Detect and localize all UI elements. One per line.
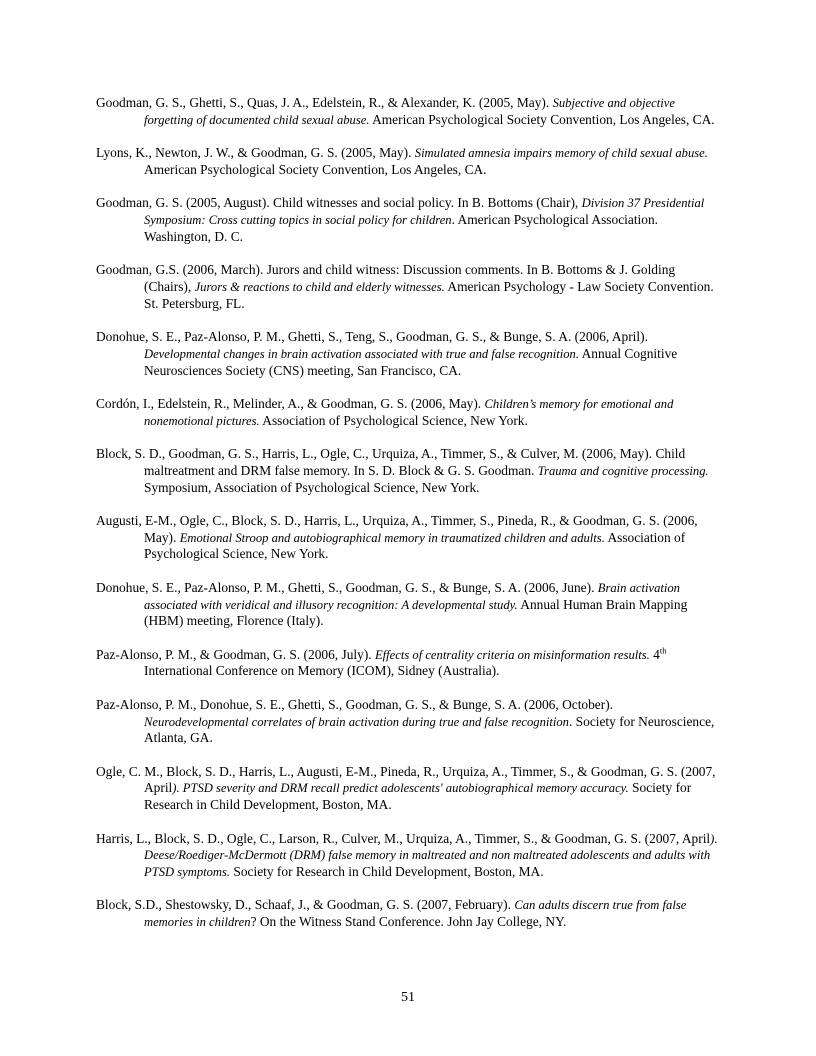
reference-entry xyxy=(96,580,720,630)
reference-venue: Association of Psychological Science, New York. xyxy=(259,412,528,428)
reference-text: Ogle, C. M., Block, S. D., Harris, L., Augusti, E-M., Pineda, R., Urquiza, A., Timmer, S., & Goodman, G. S. (2007, April xyxy=(96,763,716,796)
reference-venue: . Society for Neuroscience, Atlanta, GA. xyxy=(144,713,715,746)
reference-entry xyxy=(96,697,720,747)
reference-entry xyxy=(96,145,720,179)
reference-entry xyxy=(96,329,720,379)
reference-venue: Annual Human Brain Mapping (HBM) meeting, Florence (Italy). xyxy=(144,596,688,629)
reference-title: Brain activation associated with veridical and illusory recognition: A developmental study. xyxy=(144,580,680,612)
reference-venue: Annual Cognitive Neurosciences Society (CNS) meeting, San Francisco, CA. xyxy=(144,345,678,378)
reference-text: Goodman, G. S. (2005, August). Child witnesses and social policy. In B. Bottoms (Chair), xyxy=(96,195,582,211)
reference-title: Jurors & reactions to child and elderly witnesses. xyxy=(194,279,445,294)
reference-venue: Society for Research in Child Development, Boston, MA. xyxy=(144,780,692,813)
reference-text: Donohue, S. E., Paz-Alonso, P. M., Ghetti, S., Goodman, G. S., & Bunge, S. A. (2006, June). xyxy=(96,579,598,595)
reference-entry xyxy=(96,396,720,430)
reference-title: Division 37 Presidential Symposium: Cross cutting topics in social policy for children xyxy=(144,196,705,227)
reference-text: Lyons, K., Newton, J. W., & Goodman, G. S. (2005, May). xyxy=(96,145,415,161)
reference-text: Block, S. D., Goodman, G. S., Harris, L., Ogle, C., Urquiza, A., Timmer, S., & Culver, M. (2006, May). Child maltreatment and DRM false memory. In S. D. Block & G. S. Goodman. xyxy=(96,445,686,478)
reference-title: Trauma and cognitive processing. xyxy=(537,463,709,478)
reference-text: Donohue, S. E., Paz-Alonso, P. M., Ghetti, S., Teng, S., Goodman, G. S., & Bunge, S. A. (2006, April). xyxy=(96,328,648,344)
reference-title: Subjective and objective forgetting of documented child sexual abuse. xyxy=(144,96,675,127)
reference-venue: American Psychological Society Convention, Los Angeles, CA. xyxy=(144,161,487,177)
reference-entry xyxy=(96,897,720,931)
reference-entry xyxy=(96,764,720,814)
reference-venue: Association of Psychological Science, New York. xyxy=(144,529,686,562)
reference-ordinal-suffix: th xyxy=(659,645,667,656)
reference-title: Emotional Stroop and autobiographical memory in traumatized children and adults. xyxy=(179,530,605,545)
reference-entry xyxy=(96,446,720,496)
reference-title: Can adults discern true from false memories in children xyxy=(144,898,687,930)
reference-text: Cordón, I., Edelstein, R., Melinder, A., & Goodman, G. S. (2006, May). xyxy=(96,395,485,411)
reference-entry xyxy=(96,195,720,245)
reference-venue: Symposium, Association of Psychological Science, New York. xyxy=(144,479,480,495)
page-number: 51 xyxy=(401,990,415,1005)
reference-title: Simulated amnesia impairs memory of child sexual abuse. xyxy=(414,146,708,161)
reference-entry xyxy=(96,262,720,312)
reference-entry xyxy=(96,831,720,881)
reference-venue: American Psychological Society Convention, Los Angeles, CA. xyxy=(369,111,715,127)
reference-venue: Society for Research in Child Development, Boston, MA. xyxy=(230,864,544,880)
reference-venue: International Conference on Memory (ICOM), Sidney (Australia). xyxy=(144,663,500,679)
reference-entry xyxy=(96,647,720,681)
reference-venue: American Psychology - Law Society Convention. St. Petersburg, FL. xyxy=(144,278,714,311)
reference-title: Developmental changes in brain activation associated with true and false recognition. xyxy=(144,346,580,361)
reference-text: Block, S.D., Shestowsky, D., Schaaf, J., & Goodman, G. S. (2007, February). xyxy=(96,897,515,913)
reference-title: Neurodevelopmental correlates of brain activation during true and false recognition xyxy=(144,714,569,729)
reference-venue: ? On the Witness Stand Conference. John Jay College, NY. xyxy=(250,914,567,930)
reference-title: ). PTSD severity and DRM recall predict adolescents' autobiographical memory accuracy. xyxy=(172,781,629,796)
reference-text: Harris, L., Block, S. D., Ogle, C., Larson, R., Culver, M., Urquiza, A., Timmer, S., & Goodman, G. S. (2007, April xyxy=(96,830,711,846)
reference-entry xyxy=(96,513,720,563)
reference-text: Paz-Alonso, P. M., Donohue, S. E., Ghetti, S., Goodman, G. S., & Bunge, S. A. (2006, October). xyxy=(96,696,614,712)
reference-text: Goodman, G. S., Ghetti, S., Quas, J. A., Edelstein, R., & Alexander, K. (2005, May). xyxy=(96,95,553,110)
reference-ordinal-number: 4 xyxy=(649,646,660,662)
reference-venue: . American Psychological Association. Washington, D. C. xyxy=(144,211,658,244)
reference-text: Augusti, E-M., Ogle, C., Block, S. D., Harris, L., Urquiza, A., Timmer, S., Pineda, R., & Goodman, G. S. (2006, May). xyxy=(96,512,698,545)
reference-list xyxy=(96,95,720,947)
reference-text: Paz-Alonso, P. M., & Goodman, G. S. (2006, July). xyxy=(96,646,375,662)
reference-title: Children’s memory for emotional and nonemotional pictures. xyxy=(144,396,674,428)
reference-title: ). Deese/Roediger-McDermott (DRM) false memory in maltreated and non maltreated adolescents and adults with PTSD symptoms. xyxy=(144,831,718,880)
reference-title: Effects of centrality criteria on misinformation results. xyxy=(374,647,650,662)
reference-entry xyxy=(96,95,720,129)
reference-text: Goodman, G.S. (2006, March). Jurors and child witness: Discussion comments. In B. Bottoms & J. Golding (Chairs), xyxy=(96,262,676,294)
